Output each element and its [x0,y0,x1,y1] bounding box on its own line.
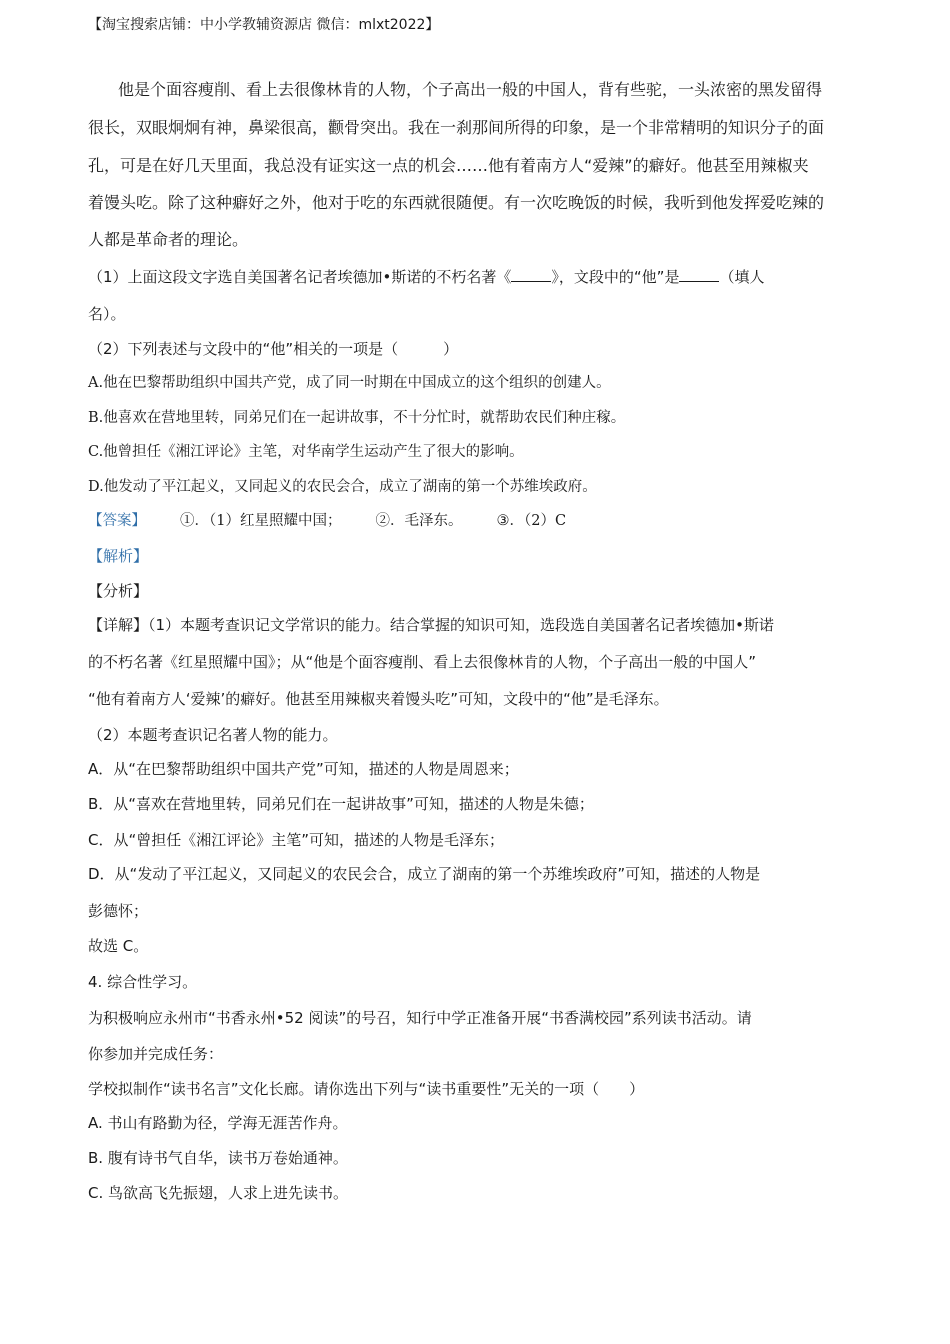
detail-option-d: D．从“发动了平江起义，又同起义的农民会合，成立了湖南的第一个苏维埃政府”可知，描述的人物是 [88,865,761,883]
passage-line: 很长，双眼炯炯有神，鼻梁很高，颧骨突出。我在一刹那间所得的印象，是一个非常精明的知识分子的面 [88,118,825,137]
question-4-option: C. 鸟欲高飞先振翅，人求上进先读书。 [88,1184,349,1202]
answer-item: ①．（1）红星照耀中国； [180,513,342,529]
answer-label: 【答案】 [88,513,146,529]
question-2-stem: （2）下列表述与文段中的“他”相关的一项是（ ） [88,340,459,358]
question-4-stem: 学校拟制作“读书名言”文化长廊。请你选出下列与“读书重要性”无关的一项（ ） [88,1080,645,1098]
answer-row [88,511,863,531]
passage-line: 孔，可是在好几天里面，我总没有证实这一点的机会……他有着南方人“爱辣”的癖好。他甚至用辣椒夹 [88,156,809,175]
fenxi-label: 【分析】 [88,582,149,600]
answer-item: ②．毛泽东。 [375,513,463,529]
detail-line: （2）本题考查识记名著人物的能力。 [88,726,338,744]
question-4-intro: 为积极响应永州市“书香永州•52 阅读”的号召，知行中学正准备开展“书香满校园”系列读书活动。请 [88,1009,752,1027]
detail-line: 的不朽名著《红星照耀中国》；从“他是个面容瘦削、看上去很像林肯的人物，个子高出一般的中国人” [88,653,757,671]
question-2-option: D.他发动了平江起义，又同起义的农民会合，成立了湖南的第一个苏维埃政府。 [88,479,597,495]
question-2-option: A.他在巴黎帮助组织中国共产党，成了同一时期在中国成立的这个组织的创建人。 [88,375,611,391]
detail-line [88,615,863,635]
answer-item: ③．（2）C [496,513,567,529]
detail-option-b: B．从“喜欢在营地里转，同弟兄们在一起讲故事”可知，描述的人物是朱德； [88,795,594,813]
question-4-title: 4. 综合性学习。 [88,973,198,991]
question-4-option: A. 书山有路勤为径，学海无涯苦作舟。 [88,1114,348,1132]
passage-line: 人都是革命者的理论。 [88,230,249,249]
detail-conclusion: 故选 C。 [88,937,149,955]
page-header: 【淘宝搜索店铺：中小学教辅资源店 微信：mlxt2022】 [88,17,440,33]
analysis-label: 【解析】 [88,547,149,565]
question-1-text: （填人 [719,268,765,286]
question-4-option: B. 腹有诗书气自华，读书万卷始通神。 [88,1149,348,1167]
question-4-intro: 你参加并完成任务： [88,1045,224,1063]
detail-line: “他有着南方人‘爱辣’的癖好。他甚至用辣椒夹着馒头吃”可知，文段中的“他”是毛泽东。 [88,690,669,708]
question-2-option: C.他曾担任《湘江评论》主笔，对华南学生运动产生了很大的影响。 [88,444,524,460]
detail-option-c: C．从“曾担任《湘江评论》主笔”可知，描述的人物是毛泽东； [88,831,505,849]
detail-option-d-continued: 彭德怀； [88,902,149,920]
answer-blank [511,267,551,282]
detail-option-a: A．从“在巴黎帮助组织中国共产党”可知，描述的人物是周恩来； [88,760,519,778]
passage-line: 着馒头吃。除了这种癖好之外，他对于吃的东西就很随便。有一次吃晚饭的时候，我听到他发挥爱吃辣的 [88,193,825,212]
question-2-option: B.他喜欢在营地里转，同弟兄们在一起讲故事，不十分忙时，就帮助农民们种庄稼。 [88,410,626,426]
detail-text: （1）本题考查识记文学常识的能力。结合掌握的知识可知，选段选自美国著名记者埃德加•斯诺 [148,616,774,634]
question-1 [88,267,863,287]
question-1-continued: 名）。 [88,305,126,323]
answer-blank [679,267,719,282]
question-1-text: （1）上面这段文字选自美国著名记者埃德加•斯诺的不朽名著《 [88,268,512,286]
passage-line: 他是个面容瘦削、看上去很像林肯的人物，个子高出一般的中国人，背有些驼，一头浓密的黑发留得 [118,80,823,99]
detail-label: 【详解】 [88,616,149,634]
question-1-text: 》，文段中的“他”是 [551,268,680,286]
